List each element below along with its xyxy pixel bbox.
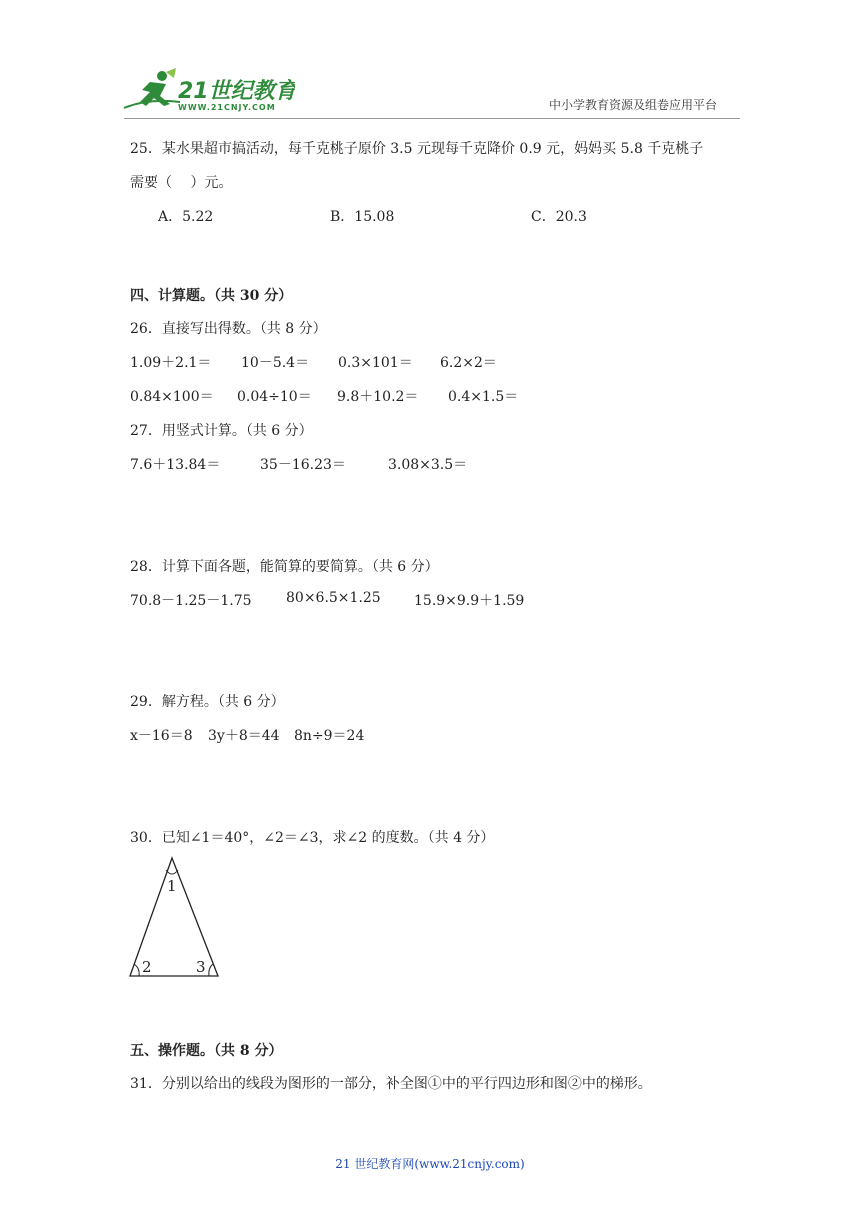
q25-option-b: B．15.08 <box>330 209 395 225</box>
q29-item-1: x－16＝8 <box>130 728 193 744</box>
angle-3-arc <box>209 964 213 976</box>
q28-item-2: 80×6.5×1.25 <box>286 590 381 606</box>
q26-r1-c3: 0.3×101＝ <box>338 355 413 371</box>
q26-r2-c4: 0.4×1.5＝ <box>448 389 519 405</box>
q26-r1-c1: 1.09＋2.1＝ <box>130 355 212 371</box>
q25-option-c: C．20.3 <box>531 209 587 225</box>
q31-title: 31．分别以给出的线段为图形的一部分，补全图①中的平行四边形和图②中的梯形。 <box>130 1076 652 1092</box>
q26-r2-c2: 0.04÷10＝ <box>237 389 312 405</box>
section-5-title: 五、操作题。（共 8 分） <box>130 1043 283 1059</box>
q29-item-3: 8n÷9＝24 <box>294 728 365 744</box>
q26-r2-c3: 9.8＋10.2＝ <box>337 389 419 405</box>
q27-item-3: 3.08×3.5＝ <box>388 457 468 473</box>
q26-title: 26．直接写出得数。（共 8 分） <box>130 321 327 337</box>
angle-2-arc <box>134 964 139 976</box>
q26-r1-c2: 10－5.4＝ <box>241 355 310 371</box>
q25-line2: 需要（ ）元。 <box>130 175 233 191</box>
q29-item-2: 3y＋8＝44 <box>208 728 280 744</box>
q25-line1: 25．某水果超市搞活动，每千克桃子原价 3.5 元现每千克降价 0.9 元，妈妈买 5.8 千克桃子 <box>130 141 704 157</box>
q27-title: 27．用竖式计算。（共 6 分） <box>130 423 313 439</box>
logo-text: 21世纪教育 <box>178 79 295 104</box>
site-logo <box>120 68 295 114</box>
q26-r2-c1: 0.84×100＝ <box>130 389 214 405</box>
q26-r1-c4: 6.2×2＝ <box>440 355 497 371</box>
q29-title: 29．解方程。（共 6 分） <box>130 694 285 710</box>
platform-name: 中小学教育资源及组卷应用平台 <box>549 98 718 112</box>
section-4-title: 四、计算题。（共 30 分） <box>130 288 293 304</box>
angle-2-label: 2 <box>142 958 152 976</box>
q28-title: 28．计算下面各题，能简算的要简算。（共 6 分） <box>130 559 439 575</box>
triangle-figure <box>126 854 226 982</box>
runner-logo-icon <box>124 68 180 108</box>
q27-item-2: 35－16.23＝ <box>260 457 346 473</box>
header-divider <box>124 118 740 119</box>
q30-title: 30．已知∠1＝40°，∠2＝∠3，求∠2 的度数。（共 4 分） <box>130 830 495 846</box>
q25-option-a: A．5.22 <box>158 209 214 225</box>
footer-site-link[interactable]: 21 世纪教育网(www.21cnjy.com) <box>335 1157 525 1171</box>
q27-item-1: 7.6＋13.84＝ <box>130 457 221 473</box>
angle-3-label: 3 <box>196 958 206 976</box>
logo-subtext: WWW.21CNJY.COM <box>178 103 276 112</box>
q28-item-3: 15.9×9.9＋1.59 <box>414 593 525 609</box>
q28-item-1: 70.8－1.25－1.75 <box>130 593 252 609</box>
angle-1-label: 1 <box>167 877 177 895</box>
